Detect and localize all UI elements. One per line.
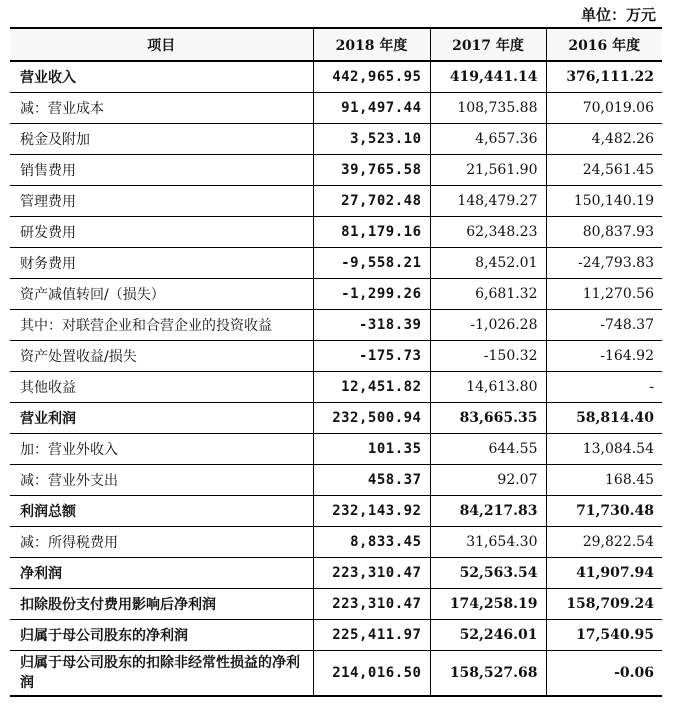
cell-2018: 232,143.92 xyxy=(313,496,430,527)
cell-2016: -164.92 xyxy=(546,341,662,372)
cell-2017: 14,613.80 xyxy=(430,372,546,403)
row-item-label: 减：营业成本 xyxy=(10,93,313,124)
cell-2017: 644.55 xyxy=(430,434,546,465)
cell-2017: 62,348.23 xyxy=(430,217,546,248)
table-row xyxy=(10,434,662,465)
cell-2016: 4,482.26 xyxy=(546,124,662,155)
row-item-label: 管理费用 xyxy=(10,186,313,217)
header-2018: 2018 年度 xyxy=(313,28,430,61)
cell-2016: 41,907.94 xyxy=(546,558,662,589)
row-item-label: 其他收益 xyxy=(10,372,313,403)
cell-2017: 419,441.14 xyxy=(430,61,546,93)
row-item-label: 资产处置收益/损失 xyxy=(10,341,313,372)
cell-2017: -1,026.28 xyxy=(430,310,546,341)
cell-2016: 11,270.56 xyxy=(546,279,662,310)
cell-2018: 101.35 xyxy=(313,434,430,465)
cell-2017: 6,681.32 xyxy=(430,279,546,310)
cell-2018: 223,310.47 xyxy=(313,558,430,589)
header-2016: 2016 年度 xyxy=(546,28,662,61)
header-item: 项目 xyxy=(10,28,313,61)
cell-2016: 158,709.24 xyxy=(546,589,662,620)
row-item-label: 归属于母公司股东的净利润 xyxy=(10,620,313,651)
cell-2016: 71,730.48 xyxy=(546,496,662,527)
cell-2017: 8,452.01 xyxy=(430,248,546,279)
table-row xyxy=(10,341,662,372)
row-item-label: 研发费用 xyxy=(10,217,313,248)
cell-2018: 3,523.10 xyxy=(313,124,430,155)
table-row xyxy=(10,310,662,341)
cell-2017: -150.32 xyxy=(430,341,546,372)
row-item-label: 税金及附加 xyxy=(10,124,313,155)
table-row xyxy=(10,496,662,527)
table-row xyxy=(10,248,662,279)
cell-2018: 458.37 xyxy=(313,465,430,496)
unit-label: 单位：万元 xyxy=(580,6,656,24)
cell-2016: -24,793.83 xyxy=(546,248,662,279)
row-item-label: 归属于母公司股东的扣除非经常性损益的净利润 xyxy=(10,651,313,697)
row-item-label: 减：营业外支出 xyxy=(10,465,313,496)
cell-2018: 12,451.82 xyxy=(313,372,430,403)
cell-2018: -318.39 xyxy=(313,310,430,341)
cell-2018: 223,310.47 xyxy=(313,589,430,620)
cell-2018: 91,497.44 xyxy=(313,93,430,124)
cell-2017: 4,657.36 xyxy=(430,124,546,155)
cell-2018: 81,179.16 xyxy=(313,217,430,248)
table-body xyxy=(10,61,662,696)
row-item-label: 营业收入 xyxy=(10,61,313,93)
cell-2018: 27,702.48 xyxy=(313,186,430,217)
row-item-label: 营业利润 xyxy=(10,403,313,434)
table-row xyxy=(10,527,662,558)
table-row xyxy=(10,465,662,496)
row-item-label: 销售费用 xyxy=(10,155,313,186)
cell-2016: 58,814.40 xyxy=(546,403,662,434)
cell-2016: 13,084.54 xyxy=(546,434,662,465)
cell-2017: 158,527.68 xyxy=(430,651,546,697)
row-item-label: 其中：对联营企业和合营企业的投资收益 xyxy=(10,310,313,341)
row-item-label: 利润总额 xyxy=(10,496,313,527)
cell-2016: 168.45 xyxy=(546,465,662,496)
cell-2017: 52,246.01 xyxy=(430,620,546,651)
row-item-label: 财务费用 xyxy=(10,248,313,279)
cell-2017: 31,654.30 xyxy=(430,527,546,558)
cell-2016: 80,837.93 xyxy=(546,217,662,248)
row-item-label: 减：所得税费用 xyxy=(10,527,313,558)
row-item-label: 净利润 xyxy=(10,558,313,589)
row-item-label: 扣除股份支付费用影响后净利润 xyxy=(10,589,313,620)
cell-2018: 214,016.50 xyxy=(313,651,430,697)
cell-2017: 83,665.35 xyxy=(430,403,546,434)
cell-2017: 92.07 xyxy=(430,465,546,496)
cell-2017: 52,563.54 xyxy=(430,558,546,589)
income-statement-table xyxy=(10,27,662,697)
cell-2016: -748.37 xyxy=(546,310,662,341)
cell-2016: 70,019.06 xyxy=(546,93,662,124)
table-row xyxy=(10,372,662,403)
table-row xyxy=(10,589,662,620)
cell-2017: 84,217.83 xyxy=(430,496,546,527)
cell-2016: 376,111.22 xyxy=(546,61,662,93)
cell-2016: -0.06 xyxy=(546,651,662,697)
cell-2018: -9,558.21 xyxy=(313,248,430,279)
cell-2016: 17,540.95 xyxy=(546,620,662,651)
table-row xyxy=(10,93,662,124)
cell-2016: - xyxy=(546,372,662,403)
table-row xyxy=(10,61,662,93)
row-item-label: 资产减值转回/（损失） xyxy=(10,279,313,310)
cell-2018: 225,411.97 xyxy=(313,620,430,651)
table-row xyxy=(10,279,662,310)
table-row xyxy=(10,558,662,589)
cell-2017: 148,479.27 xyxy=(430,186,546,217)
table-row xyxy=(10,620,662,651)
cell-2016: 29,822.54 xyxy=(546,527,662,558)
header-2017: 2017 年度 xyxy=(430,28,546,61)
table-row xyxy=(10,155,662,186)
cell-2017: 108,735.88 xyxy=(430,93,546,124)
cell-2018: -175.73 xyxy=(313,341,430,372)
cell-2018: 39,765.58 xyxy=(313,155,430,186)
table-row xyxy=(10,124,662,155)
cell-2017: 21,561.90 xyxy=(430,155,546,186)
table-row xyxy=(10,186,662,217)
table-row xyxy=(10,403,662,434)
table-row xyxy=(10,217,662,248)
cell-2018: 232,500.94 xyxy=(313,403,430,434)
cell-2016: 150,140.19 xyxy=(546,186,662,217)
cell-2018: -1,299.26 xyxy=(313,279,430,310)
cell-2018: 442,965.95 xyxy=(313,61,430,93)
row-item-label: 加：营业外收入 xyxy=(10,434,313,465)
cell-2017: 174,258.19 xyxy=(430,589,546,620)
table-header-row xyxy=(10,28,662,61)
table-row xyxy=(10,651,662,697)
cell-2018: 8,833.45 xyxy=(313,527,430,558)
cell-2016: 24,561.45 xyxy=(546,155,662,186)
